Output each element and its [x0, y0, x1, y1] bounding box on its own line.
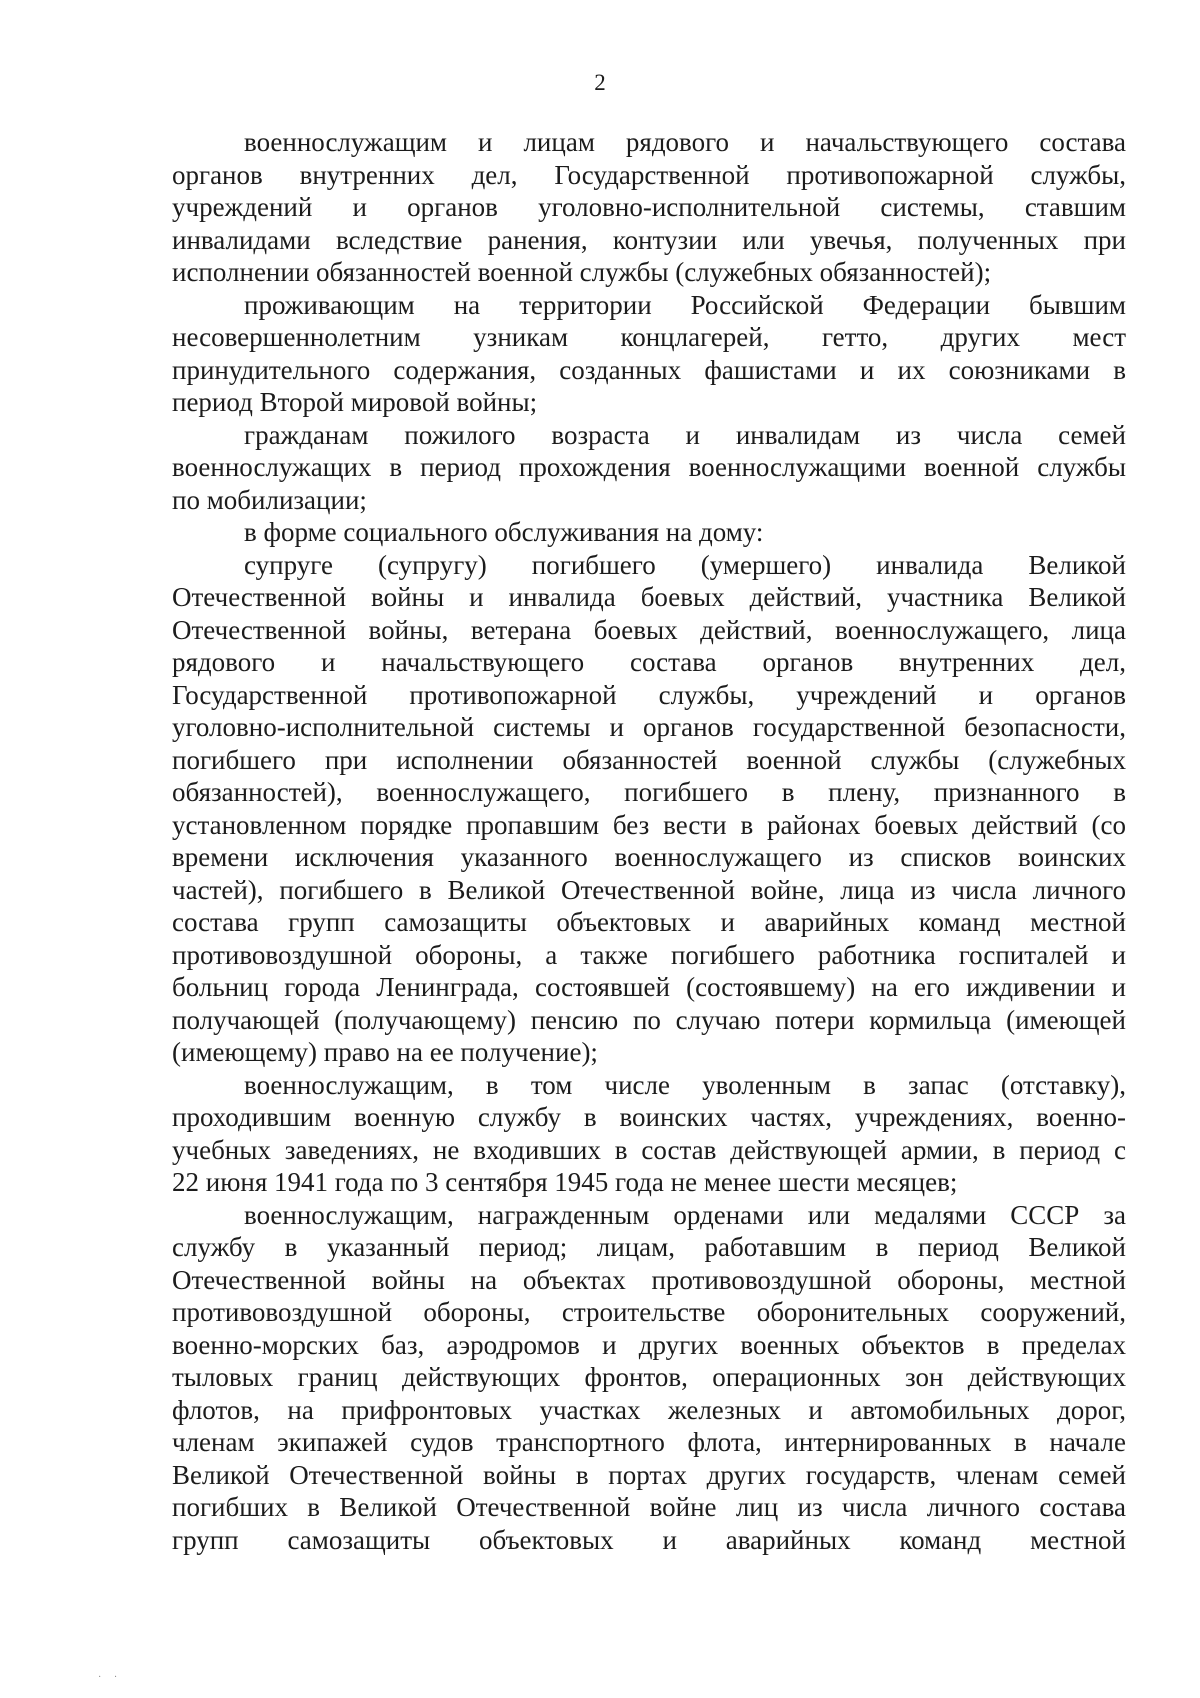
- text-line: больниц города Ленинграда, состоявшей (состоявшему) на его иждивении и: [172, 972, 1126, 1002]
- text-line: службу в указанный период; лицам, работавшим в период Великой: [172, 1232, 1126, 1262]
- text-line: военно-морских баз, аэродромов и других военных объектов в пределах: [172, 1329, 1126, 1360]
- page-number: 2: [594, 70, 606, 95]
- scan-specks: · ·: [98, 1672, 123, 1683]
- text-line: состава групп самозащиты объектовых и аварийных команд местной: [172, 907, 1126, 937]
- document-body: [172, 126, 1126, 1556]
- text-line: инвалидами вследствие ранения, контузии или увечья, полученных при: [172, 224, 1126, 255]
- text-line: тыловых границ действующих фронтов, операционных зон действующих: [172, 1362, 1126, 1392]
- text-line: групп самозащиты объектовых и аварийных команд местной: [172, 1524, 1126, 1555]
- text-line: военнослужащим, награжденным орденами или медалями СССР за: [244, 1199, 1126, 1230]
- text-line: проходившим военную службу в воинских частях, учреждениях, военно-: [172, 1102, 1126, 1132]
- text-line: Отечественной войны на объектах противовоздушной обороны, местной: [172, 1264, 1126, 1295]
- text-line: Государственной противопожарной службы, учреждений и органов: [172, 679, 1126, 710]
- text-line: учебных заведениях, не входивших в состав действующей армии, в период с: [172, 1134, 1126, 1165]
- text-line: Отечественной войны, ветерана боевых действий, военнослужащего, лица: [172, 614, 1126, 645]
- text-line: исполнении обязанностей военной службы (служебных обязанностей);: [172, 257, 992, 287]
- text-line: принудительного содержания, созданных фашистами и их союзниками в: [172, 354, 1126, 385]
- text-line: Отечественной войны и инвалида боевых действий, участника Великой: [172, 582, 1126, 612]
- text-line: установленном порядке пропавшим без вести в районах боевых действий (со: [172, 809, 1126, 840]
- text-line: членам экипажей судов транспортного флота, интернированных в начале: [172, 1427, 1126, 1457]
- text-line: погибшего при исполнении обязанностей военной службы (служебных: [172, 744, 1126, 775]
- text-line: обязанностей), военнослужащего, погибшего в плену, признанного в: [172, 777, 1126, 807]
- text-line: супруге (супругу) погибшего (умершего) инвалида Великой: [244, 549, 1126, 580]
- text-line: 22 июня 1941 года по 3 сентября 1945 года не менее шести месяцев;: [172, 1167, 958, 1197]
- text-line: получающей (получающему) пенсию по случаю потери кормильца (имеющей: [172, 1004, 1126, 1035]
- text-line: проживающим на территории Российской Федерации бывшим: [244, 289, 1126, 320]
- text-line: противовоздушной обороны, строительстве оборонительных сооружений,: [172, 1297, 1126, 1327]
- text-line: рядового и начальствующего состава органов внутренних дел,: [172, 647, 1126, 677]
- text-line: по мобилизации;: [172, 484, 367, 515]
- text-line: военнослужащих в период прохождения военнослужащими военной службы: [172, 452, 1126, 482]
- text-line: гражданам пожилого возраста и инвалидам из числа семей: [244, 419, 1126, 450]
- text-line: несовершеннолетним узникам концлагерей, гетто, других мест: [172, 322, 1126, 352]
- text-line: Великой Отечественной войны в портах других государств, членам семей: [172, 1459, 1126, 1490]
- text-line: флотов, на прифронтовых участках железных и автомобильных дорог,: [172, 1394, 1126, 1425]
- text-line: времени исключения указанного военнослужащего из списков воинских: [172, 842, 1126, 872]
- text-line: уголовно-исполнительной системы и органов государственной безопасности,: [172, 712, 1126, 742]
- text-line: (имеющему) право на ее получение);: [172, 1037, 598, 1067]
- text-line: в форме социального обслуживания на дому:: [244, 517, 764, 547]
- text-line: погибших в Великой Отечественной войне лиц из числа личного состава: [172, 1492, 1126, 1522]
- text-line: частей), погибшего в Великой Отечественной войне, лица из числа личного: [172, 874, 1126, 905]
- text-line: военнослужащим, в том числе уволенным в запас (отставку),: [244, 1069, 1126, 1100]
- text-line: органов внутренних дел, Государственной противопожарной службы,: [172, 159, 1126, 190]
- text-line: период Второй мировой войны;: [172, 387, 538, 417]
- text-line: учреждений и органов уголовно-исполнительной системы, ставшим: [172, 192, 1126, 222]
- text-line: военнослужащим и лицам рядового и начальствующего состава: [244, 127, 1126, 157]
- text-line: противовоздушной обороны, а также погибшего работника госпиталей и: [172, 939, 1126, 970]
